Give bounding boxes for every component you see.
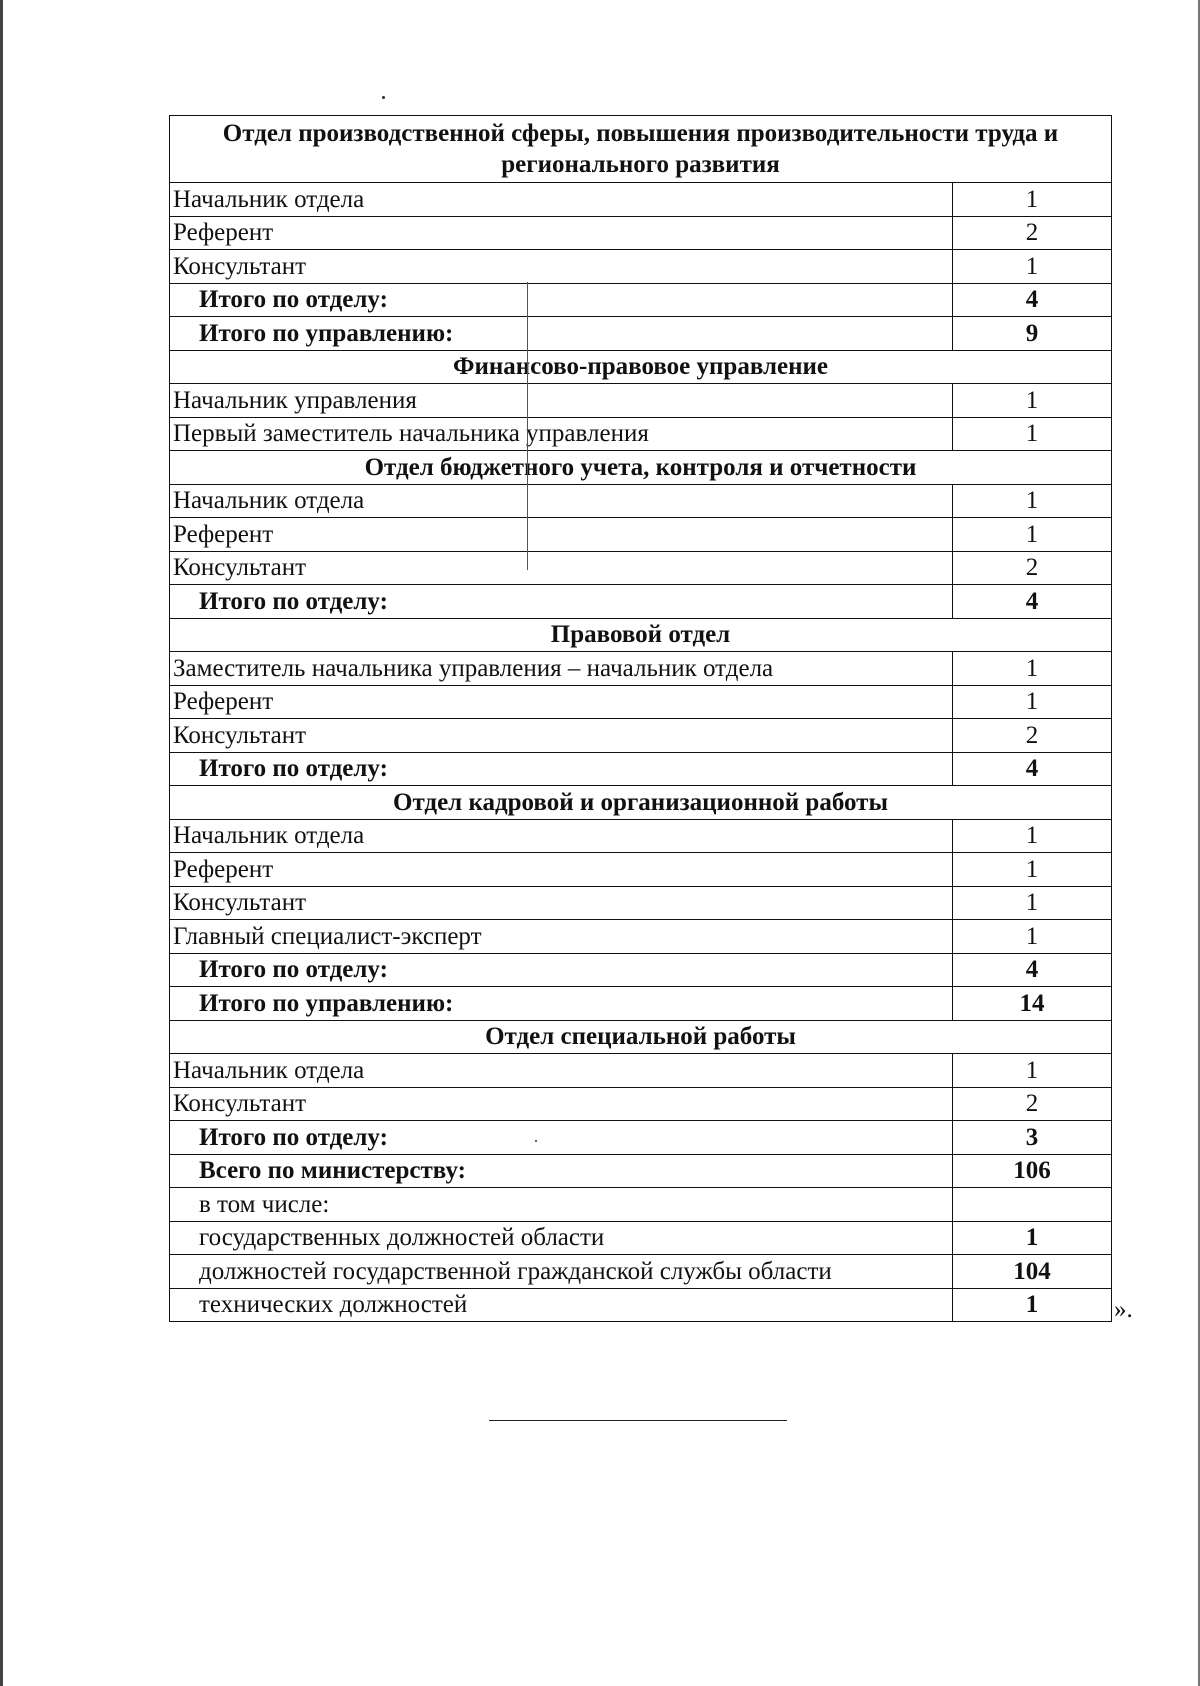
section-title: Отдел производственной сферы, повышения производительности труда и регионального развития <box>170 116 1112 183</box>
position-title: в том числе: <box>170 1188 953 1222</box>
position-title: Итого по управлению: <box>170 317 953 351</box>
position-title: Начальник отдела <box>170 819 953 853</box>
breakdown-row <box>170 1221 1112 1255</box>
section-header-row <box>170 1020 1112 1054</box>
position-count: 1 <box>953 518 1112 552</box>
position-count: 106 <box>953 1154 1112 1188</box>
position-count: 2 <box>953 551 1112 585</box>
position-count: 1 <box>953 384 1112 418</box>
subtotal-label-row <box>170 1188 1112 1222</box>
breakdown-row <box>170 1255 1112 1289</box>
position-title: Консультант <box>170 551 953 585</box>
position-row <box>170 518 1112 552</box>
position-count: 1 <box>953 484 1112 518</box>
scan-speck <box>382 96 385 99</box>
position-count: 1 <box>953 250 1112 284</box>
position-count: 9 <box>953 317 1112 351</box>
position-row <box>170 652 1112 686</box>
position-row <box>170 384 1112 418</box>
position-row <box>170 250 1112 284</box>
position-title: Заместитель начальника управления – начальник отдела <box>170 652 953 686</box>
position-row <box>170 1087 1112 1121</box>
section-title: Финансово-правовое управление <box>170 350 1112 384</box>
page-edge-left <box>0 0 3 1686</box>
position-count: 1 <box>953 1054 1112 1088</box>
position-row <box>170 819 1112 853</box>
breakdown-row <box>170 1288 1112 1322</box>
position-count: 4 <box>953 585 1112 619</box>
position-count: 14 <box>953 987 1112 1021</box>
position-title: Референт <box>170 216 953 250</box>
section-header-row <box>170 116 1112 183</box>
position-title: Начальник отдела <box>170 1054 953 1088</box>
position-title: Референт <box>170 518 953 552</box>
position-count: 1 <box>953 886 1112 920</box>
staff-schedule-table <box>169 115 1112 1322</box>
position-row <box>170 484 1112 518</box>
position-count: 1 <box>953 417 1112 451</box>
section-header-row <box>170 618 1112 652</box>
position-count: 4 <box>953 752 1112 786</box>
total-row <box>170 283 1112 317</box>
section-header-row <box>170 451 1112 485</box>
position-row <box>170 1054 1112 1088</box>
position-row <box>170 417 1112 451</box>
closing-quote-mark: ». <box>1114 1296 1133 1323</box>
position-count: 1 <box>953 1288 1112 1322</box>
total-row <box>170 585 1112 619</box>
total-row <box>170 1154 1112 1188</box>
position-count: 1 <box>953 853 1112 887</box>
position-title: Итого по отделу: <box>170 1121 953 1155</box>
position-title: Начальник управления <box>170 384 953 418</box>
section-header-row <box>170 786 1112 820</box>
position-count: 1 <box>953 685 1112 719</box>
section-title: Отдел бюджетного учета, контроля и отчетности <box>170 451 1112 485</box>
position-row <box>170 920 1112 954</box>
position-title: Главный специалист-эксперт <box>170 920 953 954</box>
position-row <box>170 183 1112 217</box>
position-title: Итого по отделу: <box>170 283 953 317</box>
position-count: 4 <box>953 953 1112 987</box>
position-count: 4 <box>953 283 1112 317</box>
position-title: технических должностей <box>170 1288 953 1322</box>
position-title: Референт <box>170 685 953 719</box>
position-count: 2 <box>953 1087 1112 1121</box>
position-row <box>170 853 1112 887</box>
position-row <box>170 551 1112 585</box>
total-row <box>170 953 1112 987</box>
section-title: Отдел кадровой и организационной работы <box>170 786 1112 820</box>
position-title: Итого по отделу: <box>170 752 953 786</box>
scan-speck <box>535 1140 537 1142</box>
position-count: 2 <box>953 719 1112 753</box>
position-count: 1 <box>953 183 1112 217</box>
position-count: 1 <box>953 920 1112 954</box>
section-title: Правовой отдел <box>170 618 1112 652</box>
total-row <box>170 987 1112 1021</box>
position-count: 1 <box>953 652 1112 686</box>
position-count: 1 <box>953 1221 1112 1255</box>
total-row <box>170 317 1112 351</box>
position-title: Всего по министерству: <box>170 1154 953 1188</box>
position-count: 3 <box>953 1121 1112 1155</box>
position-title: Референт <box>170 853 953 887</box>
position-title: Консультант <box>170 886 953 920</box>
position-title: Итого по отделу: <box>170 953 953 987</box>
position-row <box>170 685 1112 719</box>
position-row <box>170 719 1112 753</box>
position-title: Первый заместитель начальника управления <box>170 417 953 451</box>
total-row <box>170 1121 1112 1155</box>
position-title: Консультант <box>170 719 953 753</box>
position-title: государственных должностей области <box>170 1221 953 1255</box>
position-title: должностей государственной гражданской службы области <box>170 1255 953 1289</box>
position-title: Консультант <box>170 250 953 284</box>
position-count: 104 <box>953 1255 1112 1289</box>
position-title: Итого по управлению: <box>170 987 953 1021</box>
position-count <box>953 1188 1112 1222</box>
position-count: 1 <box>953 819 1112 853</box>
position-title: Начальник отдела <box>170 183 953 217</box>
section-header-row <box>170 350 1112 384</box>
scan-artifact-line <box>527 282 528 570</box>
position-row <box>170 886 1112 920</box>
footer-rule <box>489 1420 787 1421</box>
position-title: Консультант <box>170 1087 953 1121</box>
position-title: Начальник отдела <box>170 484 953 518</box>
staff-schedule-table-body <box>170 116 1112 1322</box>
total-row <box>170 752 1112 786</box>
position-title: Итого по отделу: <box>170 585 953 619</box>
section-title: Отдел специальной работы <box>170 1020 1112 1054</box>
position-count: 2 <box>953 216 1112 250</box>
position-row <box>170 216 1112 250</box>
